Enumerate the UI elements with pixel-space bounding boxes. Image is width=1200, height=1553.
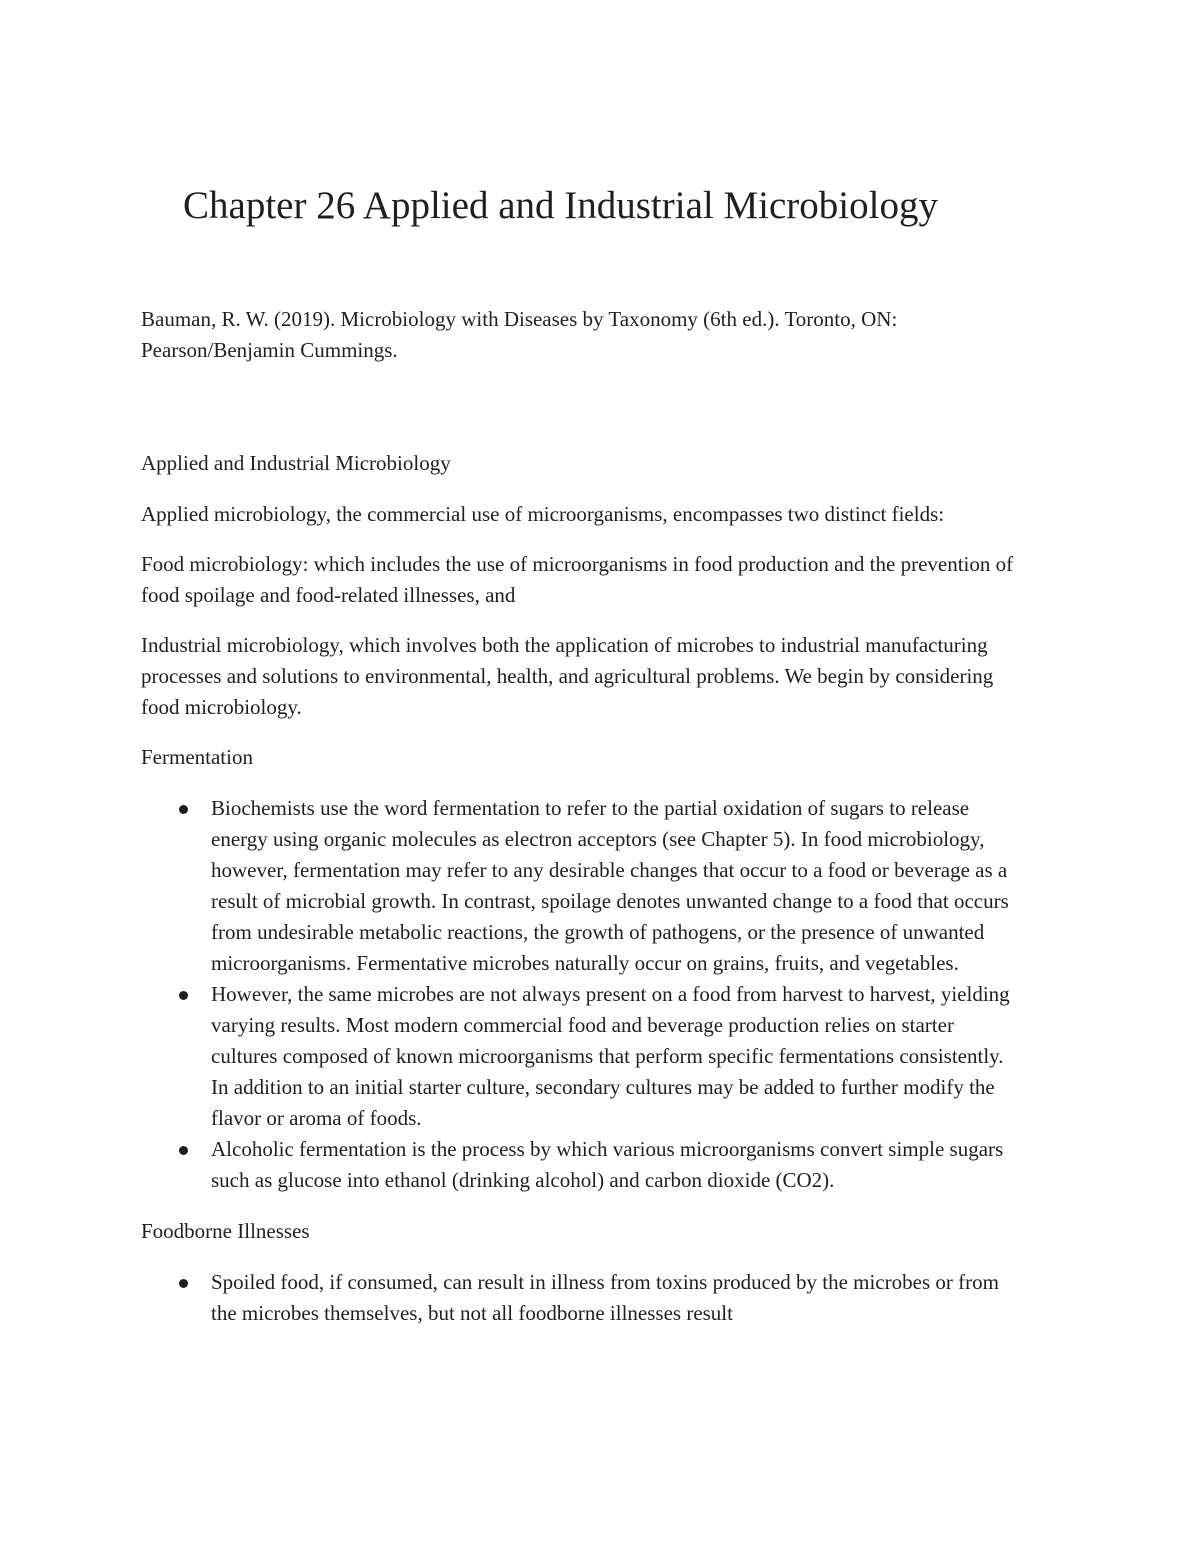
fermentation-bullet-list — [141, 793, 1021, 1196]
paragraph-intro: Applied microbiology, the commercial use of microorganisms, encompasses two distinct fields: — [141, 502, 945, 526]
bullet-icon — [179, 1279, 188, 1288]
bullet-icon — [179, 991, 188, 1000]
bullet-icon — [179, 1146, 188, 1155]
list-item-text: Alcoholic fermentation is the process by which various microorganisms convert simple sugars such as glucose into ethanol (drinking alcohol) and carbon dioxide (CO2). — [211, 1137, 1004, 1192]
section-heading-applied-industrial: Applied and Industrial Microbiology — [141, 451, 451, 475]
list-item-text: Biochemists use the word fermentation to refer to the partial oxidation of sugars to release energy using organic molecules as electron acceptors (see Chapter 5). In food microbiology, however, fermentation may refer to any desirable changes that occur to a food or beverage as a result of microbial growth. In contrast, spoilage denotes unwanted change to a food that occurs from undesirable metabolic reactions, the growth of pathogens, or the presence of unwanted microorganisms. Fermentative microbes naturally occur on grains, fruits, and vegetables. — [211, 796, 1009, 975]
document-title: Chapter 26 Applied and Industrial Microbiology — [183, 184, 938, 227]
bullet-icon — [179, 805, 188, 814]
citation: Bauman, R. W. (2019). Microbiology with Diseases by Taxonomy (6th ed.). Toronto, ON: Pearson/Benjamin Cummings. — [141, 307, 898, 362]
document-body — [141, 304, 1021, 1349]
section-heading-foodborne-illnesses: Foodborne Illnesses — [141, 1219, 310, 1243]
list-item-text: Spoiled food, if consumed, can result in illness from toxins produced by the microbes or from the microbes themselves, but not all foodborne illnesses result — [211, 1270, 999, 1325]
list-item — [141, 1267, 1021, 1329]
paragraph-food-microbiology: Food microbiology: which includes the use of microorganisms in food production and the prevention of food spoilage and food-related illnesses, and — [141, 552, 1014, 607]
section-heading-fermentation: Fermentation — [141, 745, 253, 769]
list-item — [141, 1134, 1021, 1196]
paragraph-industrial-microbiology: Industrial microbiology, which involves both the application of microbes to industrial manufacturing processes and solutions to environmental, health, and agricultural problems. We begin by considering food microbiology. — [141, 633, 994, 719]
list-item-text: However, the same microbes are not always present on a food from harvest to harvest, yielding varying results. Most modern commercial food and beverage production relies on starter cultures composed of known microorganisms that perform specific fermentations consistently. In addition to an initial starter culture, secondary cultures may be added to further modify the flavor or aroma of foods. — [211, 982, 1010, 1130]
list-item — [141, 979, 1021, 1134]
foodborne-bullet-list — [141, 1267, 1021, 1329]
list-item — [141, 793, 1021, 979]
